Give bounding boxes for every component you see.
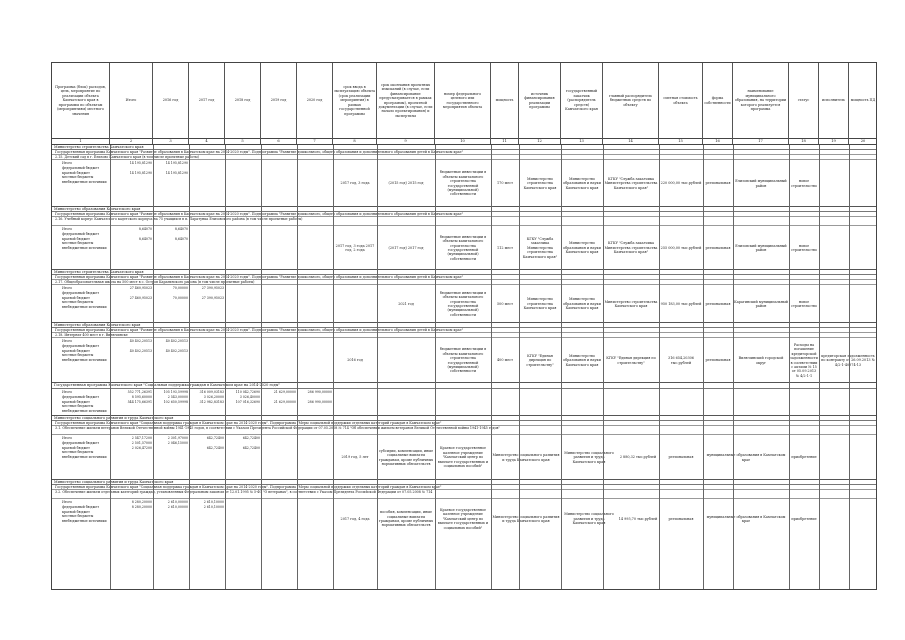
cost-cell: 14 995,70 тыс.рублей <box>618 516 658 521</box>
amount: 14 195,81290 <box>129 170 152 175</box>
manager-cell: Министерство образования и науки Камчатского края <box>563 176 601 190</box>
amount: 2 547,17200 <box>131 436 152 440</box>
amount-total <box>110 339 152 353</box>
type-cell: бюджетные инвестиции в объекты капитального строительства государственной (муниципальной) собственности <box>439 234 487 261</box>
amount-total <box>110 161 152 175</box>
amount-2016 <box>153 500 188 510</box>
amount: 2 610,00000 <box>167 504 188 509</box>
ownership-cell: региональная <box>705 245 731 250</box>
grid-line <box>297 145 298 589</box>
design-cell: (2015 год) 2015 год <box>388 181 424 186</box>
grid-line <box>225 145 226 589</box>
table-header <box>52 63 876 139</box>
cost-cell: 316 654,20306 тыс.рублей <box>668 356 694 365</box>
column-number: 6 <box>261 138 297 144</box>
customer-cell: Краевое государственное казенное учреждение "Камчатский центр по выплате государственных и социальных пособий" <box>437 446 489 469</box>
section-title: Министерство образования Камчатского края <box>52 323 876 328</box>
investment-table <box>51 62 877 590</box>
term-cell: 2017 год, 3 года <box>340 181 370 186</box>
finance-label: Итого <box>62 500 73 504</box>
grid-line <box>333 145 334 589</box>
item-title: 3.2. Обеспечение жильем отдельных категорий граждан, установленных Федеральным законом от 12.01.1995 № 5-ФЗ "О ветеранах", в соответствии с Указом Президента Российской Федерации от 07.05.2008 № 714 <box>52 490 876 499</box>
term-cell: 2019 год, 5 лет <box>341 455 369 460</box>
municipality-cell: Елизовский муниципальный район <box>735 243 787 252</box>
header-cell: 2016 год <box>153 63 189 138</box>
amount-2016 <box>153 390 188 404</box>
amount-2017 <box>189 286 224 300</box>
status-cell: новое строительство <box>791 299 817 308</box>
finance-label: краевой бюджет <box>62 348 90 353</box>
municipality-cell: Вилючинский городской округ <box>738 356 784 365</box>
design-cell: 2021 год <box>398 301 414 306</box>
amount: 8,64070 <box>138 227 152 231</box>
finance-label: местные бюджеты <box>62 404 94 409</box>
header-cell: номер федерального целевого или государственного мероприятия объекта <box>435 63 491 138</box>
program-title: Государственная программа Камчатского края "Развитие образования в Камчатском крае на 2014-2020 годы". Подпрограмма "Развитие дошкольного, общего образования и дополнительного образования детей в Камчатском крае" <box>52 212 876 217</box>
customer-cell: Министерство строительства Камчатского края <box>523 297 557 311</box>
manager-cell: Министерство социального развития и труда Камчатского края <box>492 453 560 462</box>
amount: 40 402,20513 <box>165 339 188 343</box>
amount: 286 990,00000 <box>307 399 332 404</box>
capacity-cell: 400 мест <box>497 358 513 363</box>
grid-line <box>789 145 790 589</box>
amount: 8 595,60000 <box>131 394 152 399</box>
builder-cell: Министерство социального развития и труда Камчатского края <box>564 450 614 464</box>
finance-labels <box>62 436 114 460</box>
status-cell: новое строительство <box>791 243 817 252</box>
type-cell: бюджетные инвестиции в объекты капитального строительства государственной (муниципальной) собственности <box>439 290 487 317</box>
builder-cell: КГКУ "Единая дирекция по строительству" <box>606 356 656 365</box>
amount: 2 610,00000 <box>167 500 188 504</box>
finance-label: местные бюджеты <box>62 300 94 305</box>
amount: 14 195,81290 <box>129 161 152 165</box>
header-cell: мощность <box>491 63 519 138</box>
capacity-cell: 500 мест <box>497 301 513 306</box>
finance-label: внебюджетные источники <box>62 409 107 414</box>
manager-cell: Министерство образования и науки Камчатского края <box>563 353 601 367</box>
amount: 27 390,95023 <box>201 295 224 300</box>
amount: 642,72400 <box>206 436 224 440</box>
finance-label: федеральный бюджет <box>62 231 99 236</box>
header-cell: 2017 год <box>189 63 225 138</box>
grid-line <box>849 145 850 589</box>
section-title: Министерство строительства Камчатского края <box>52 145 876 150</box>
ownership-cell: региональная <box>705 358 731 363</box>
finance-label: внебюджетные источники <box>62 358 107 363</box>
header-cell: 2020 год <box>297 63 333 138</box>
header-cell: срок окончания проектных изысканий (в случае, если финансирование предусматривается в рамках программы), проектной документации (в случае, если начало проектирования) и экспертизы <box>377 63 435 138</box>
manager-cell: Министерство образования и науки Камчатского края <box>563 241 601 255</box>
customer-cell: КГКУ "Единая дирекция по строительству" <box>526 353 554 367</box>
column-numbers-row <box>52 138 876 145</box>
amount-total <box>110 286 152 300</box>
section-title: Министерство социального развития и труда Камчатского края <box>52 480 876 485</box>
grid-line <box>261 145 262 589</box>
column-number: 9 <box>377 138 435 144</box>
ownership-cell: региональная <box>705 181 731 186</box>
amount: 3 026,20000 <box>203 394 224 399</box>
finance-labels <box>62 390 114 414</box>
summary-row <box>52 389 876 416</box>
finance-label: Итого <box>62 286 73 290</box>
amount: 70,00000 <box>172 295 188 300</box>
finance-label: краевой бюджет <box>62 170 90 175</box>
amount: 642,72400 <box>242 436 260 440</box>
amount-2016 <box>153 227 188 241</box>
amount: 552 771,26391 <box>127 390 152 394</box>
finance-label: краевой бюджет <box>62 399 90 404</box>
builder-cell: Министерство социального развития и труда Камчатского края <box>564 512 614 526</box>
program-title: Государственная программа Камчатского края "Развитие образования в Камчатском крае на 2014-2020 годы". Подпрограмма "Развитие дошкольного, общего образования и дополнительного образования детей в Камчатском крае" <box>52 328 876 333</box>
program-title: Государственная программа Камчатского края "Развитие образования в Камчатском крае на 2014-2020 годы". Подпрограмма "Развитие дошкольного, общего образования и дополнительного образования детей в Камчатском крае" <box>52 275 876 280</box>
program-title: Государственная программа Камчатского края "Социальная поддержка граждан в Камчатском крае на 2014-2020 годы". Подпрограмма "Меры социальной поддержки отдельных категорий граждан в Камчатском крае" <box>52 485 876 490</box>
column-number: 3 <box>153 138 189 144</box>
section-title: Министерство строительства Камчатского края <box>52 270 876 275</box>
builder-cell: КГКУ "Служба заказчика Министерства строительства Камчатского края" <box>604 176 658 190</box>
section-title: Министерство образования Камчатского края <box>52 207 876 212</box>
design-cell: (2017 год) 2017 год <box>388 245 424 250</box>
amount: 312 982,83183 <box>199 399 224 404</box>
amount-2020 <box>297 390 332 404</box>
section-title: Государственная программа Камчатского края "Социальная поддержка граждан в Камчатском крае на 2014-2020 годы" <box>52 383 876 389</box>
builder-cell: Министерство строительства Камчатского края <box>604 299 658 308</box>
type-cell: пособия, компенсации, иные социальные выплаты гражданам, кроме публичных нормативных обязательств <box>378 510 434 528</box>
column-number: 14 <box>603 138 659 144</box>
column-number: 8 <box>333 138 377 144</box>
table-row <box>52 499 876 590</box>
ownership-cell: региональная <box>668 516 694 521</box>
amount-total <box>110 227 152 241</box>
finance-label: местные бюджеты <box>62 450 94 455</box>
column-number: 17 <box>733 138 789 144</box>
amount: 110 042,72690 <box>235 390 260 394</box>
ownership-cell: региональная <box>668 455 694 460</box>
item-title: 2.16. Учебный корпус Камчатского кадетского корпуса на 75 учащихся в п. Паратунка Елизовского района (в том числе проектные работы) <box>52 217 876 226</box>
amount-2017 <box>189 390 224 404</box>
finance-label: федеральный бюджет <box>62 343 99 348</box>
finance-labels <box>62 286 114 310</box>
amount: 2 543,00000 <box>167 394 188 399</box>
finance-label: краевой бюджет <box>62 509 90 514</box>
finance-labels <box>62 500 114 524</box>
amount: 40 402,20513 <box>129 348 152 353</box>
amount-2016 <box>153 436 188 446</box>
amount: 105 193,59998 <box>163 390 188 394</box>
term-cell: 2017 год, 4 года <box>340 516 370 521</box>
header-cell: источник финансирования реализации программы <box>519 63 561 138</box>
table-row <box>52 285 876 323</box>
cost-cell: 220 000,00 тыс.рублей <box>660 181 702 186</box>
amount: 2 026,47200 <box>131 445 152 450</box>
status-cell: приобретение <box>791 455 817 460</box>
amount-2019 <box>261 390 296 404</box>
finance-labels <box>62 339 114 363</box>
amount-2016 <box>153 286 188 300</box>
finance-label: краевой бюджет <box>62 236 90 241</box>
manager-cell: Министерство образования и науки Камчатского края <box>563 297 601 311</box>
amount: 8,64070 <box>174 227 188 231</box>
column-number: 10 <box>435 138 491 144</box>
amount: 21 629,00000 <box>273 399 296 404</box>
amount: 70,00000 <box>172 286 188 290</box>
column-number: 7 <box>297 138 333 144</box>
amount: 14 195,81290 <box>165 170 188 175</box>
column-number: 12 <box>519 138 561 144</box>
amount: 2 046,15000 <box>167 440 188 445</box>
finance-label: местные бюджеты <box>62 353 94 358</box>
grid-line <box>189 145 190 589</box>
amount: 14 195,81290 <box>165 161 188 165</box>
header-cell: статус <box>789 63 819 138</box>
amount: 40 402,20513 <box>129 339 152 343</box>
amount: 8 280,20000 <box>131 500 152 504</box>
finance-label: краевой бюджет <box>62 295 90 300</box>
builder-cell: КГКУ "Служба заказчика Министерства строительства Камчатского края" <box>604 241 658 255</box>
program-title: Государственная программа Камчатского края "Социальная поддержка граждан в Камчатском крае на 2014-2020 годы". Подпрограмма "Меры социальной поддержки отдельных категорий граждан в Камчатском крае" <box>52 421 876 426</box>
amount: 27 390,95023 <box>201 286 224 290</box>
item-title: 2.18. Интернат 400 мест в г. Вилючинске <box>52 333 876 338</box>
finance-label: внебюджетные источники <box>62 455 107 460</box>
header-cell: наименование муниципального образования, на территории которого реализуется программа <box>733 63 789 138</box>
header-cell: 2019 год <box>261 63 297 138</box>
amount: 27 460,95023 <box>129 286 152 290</box>
finance-label: Итого <box>62 161 73 165</box>
term-cell: 2016 год <box>347 358 363 363</box>
amount-2017 <box>189 500 224 510</box>
amount: 21 629,00000 <box>273 390 296 394</box>
finance-label: Итого <box>62 390 73 394</box>
header-cell: Программа (блок) расходов, цель, мероприятие по реализации объекта Камчатского края в программы по объектам (мероприятиям) местного значения <box>52 63 110 138</box>
finance-label: внебюджетные источники <box>62 246 107 251</box>
header-cell: Итого <box>110 63 153 138</box>
finance-label: федеральный бюджет <box>62 440 99 445</box>
amount-2018 <box>225 390 260 404</box>
finance-label: федеральный бюджет <box>62 290 99 295</box>
amount: 8,64070 <box>174 236 188 241</box>
grid-line <box>491 145 492 589</box>
cost-cell: 2 880,32 тыс.рублей <box>619 455 657 460</box>
amount-2016 <box>153 339 188 353</box>
column-number: 1 <box>52 138 110 144</box>
ownership-cell: региональная <box>705 301 731 306</box>
grid-line <box>519 145 520 589</box>
table-row <box>52 435 876 480</box>
finance-label: местные бюджеты <box>62 175 94 180</box>
amount: 544 175,66391 <box>127 399 152 404</box>
type-cell: бюджетные инвестиции в объекты капитального строительства государственной (муниципальной) собственности <box>439 170 487 197</box>
grid-line <box>377 145 378 589</box>
finance-label: федеральный бюджет <box>62 165 99 170</box>
amount: 3 026,40000 <box>239 394 260 399</box>
column-number: 4 <box>189 138 225 144</box>
customer-cell: Министерство строительства Камчатского края <box>523 176 557 190</box>
section-title: Министерство социального развития и труда Камчатского края <box>52 416 876 421</box>
amount: 2 610,10000 <box>203 500 224 504</box>
amount: 102 650,59998 <box>163 399 188 404</box>
table-row <box>52 226 876 270</box>
amount-2016 <box>153 161 188 175</box>
customer-cell: Краевое государственное казенное учреждение "Камчатский центр по выплате государственных и социальных пособий" <box>437 507 489 530</box>
column-number: 11 <box>491 138 519 144</box>
capacity-cell: 170 мест <box>497 181 513 186</box>
customer-cell: КГКУ "Служба заказчика Министерства строительства Камчатского края" <box>522 236 558 259</box>
amount: 8,64070 <box>138 236 152 241</box>
program-title: Государственная программа Камчатского края "Развитие образования в Камчатском крае на 2014-2020 годы". Подпрограмма "Развитие дошкольного, общего образования и дополнительного образования детей в Камчатском крае" <box>52 150 876 155</box>
municipality-cell: Карагинский муниципальный район <box>734 299 788 308</box>
finance-label: местные бюджеты <box>62 241 94 246</box>
finance-labels <box>62 161 114 185</box>
grid-line <box>659 145 660 589</box>
type-cell: субсидии, компенсации, иные социальные выплаты гражданам, кроме публичных нормативных обязательств <box>378 448 434 466</box>
item-title: 2.17. Общеобразовательная школа на 500 мест в с. Остров Карагинского района (в том числе проектные работы) <box>52 280 876 285</box>
status-cell: новое строительство <box>791 179 817 188</box>
column-number: 2 <box>110 138 153 144</box>
finance-label: Итого <box>62 436 73 440</box>
item-title: 3.1. Обеспечение жильем ветеранов Великой Отечественной войны 1941-1945 годов, в соответствии с Указом Президента Российской Федерации от 07.05.2008 № 714 "Об обеспечении жильем ветеранов Великой Отечественной войны 1941-1945 годов" <box>52 426 876 435</box>
column-number: 16 <box>703 138 733 144</box>
header-cell: государственный заказчик (распорядитель средств) Камчатского края <box>561 63 603 138</box>
amount: 2 501,57000 <box>131 440 152 445</box>
amount: 2 301,97000 <box>167 436 188 440</box>
finance-label: местные бюджеты <box>62 514 94 519</box>
column-number: 5 <box>225 138 261 144</box>
type-cell: бюджетные инвестиции в объекты капитального строительства государственной (муниципальной) собственности <box>439 347 487 374</box>
header-cell: сметная стоимость объекта <box>659 63 703 138</box>
note-cell: кредиторская задолженность по контракту от 26.09.2013 № 4/2-1-40374-13 <box>821 353 875 367</box>
amount: 642,72400 <box>242 445 260 450</box>
column-number: 18 <box>789 138 819 144</box>
amount: 27 460,95023 <box>129 295 152 300</box>
header-cell: срок ввода в эксплуатацию объекта (срок реализации мероприятия) в рамках государственной программы <box>333 63 377 138</box>
column-number: 15 <box>659 138 703 144</box>
table-row <box>52 160 876 207</box>
amount-total <box>110 436 152 450</box>
grid-line <box>733 145 734 589</box>
amount: 2 610,10000 <box>203 504 224 509</box>
finance-label: краевой бюджет <box>62 445 90 450</box>
finance-label: внебюджетные источники <box>62 180 107 185</box>
municipality-cell: муниципальные образования в Камчатском крае <box>706 453 786 462</box>
grid-line <box>819 145 820 589</box>
grid-line <box>153 145 154 589</box>
amount-total <box>110 500 152 510</box>
finance-label: внебюджетные источники <box>62 305 107 310</box>
manager-cell: Министерство социального развития и труда Камчатского края <box>492 514 560 523</box>
header-cell: 2018 год <box>225 63 261 138</box>
cost-cell: 950 183,00 тыс.рублей <box>660 301 702 306</box>
table-row <box>52 338 876 383</box>
finance-label: федеральный бюджет <box>62 504 99 509</box>
finance-label: Итого <box>62 227 73 231</box>
grid-line <box>110 145 111 589</box>
finance-label: федеральный бюджет <box>62 394 99 399</box>
item-title: 2.15. Детский сад в г. Елизово Камчатского края (в том числе проектные работы) <box>52 155 876 160</box>
header-cell: главный распорядитель бюджетных средств по объекту <box>603 63 659 138</box>
finance-label: внебюджетные источники <box>62 519 107 524</box>
column-number: 20 <box>860 139 866 143</box>
municipality-cell: Елизовский муниципальный район <box>735 179 787 188</box>
amount: 286 990,00000 <box>307 390 332 394</box>
column-number: 13 <box>561 138 603 144</box>
grid-line <box>603 145 604 589</box>
amount: 107 016,32690 <box>235 399 260 404</box>
term-cell: 2017 год, 3 года 2017 год, 2 года <box>335 243 375 252</box>
header-cell: форма собственности <box>703 63 733 138</box>
header-cell: мощность ПД <box>850 98 876 103</box>
amount: 316 009,03183 <box>199 390 224 394</box>
amount-2017 <box>189 436 224 450</box>
cost-cell: 255 000,00 тыс.рублей <box>660 245 702 250</box>
finance-labels <box>62 227 114 251</box>
status-cell: Расходы на погашение кредиторской задолженности в соответствии с актами № 15 от 05.09.2013 № 4/2-1-1 <box>790 342 818 378</box>
column-number: 19 <box>819 138 849 144</box>
amount: 40 402,20513 <box>165 348 188 353</box>
capacity-cell: 112 мест <box>497 245 513 250</box>
amount-total <box>110 390 152 404</box>
municipality-cell: муниципальные образования в Камчатском крае <box>706 514 786 523</box>
grid-line <box>435 145 436 589</box>
finance-label: Итого <box>62 339 73 343</box>
status-cell: приобретение <box>791 516 817 521</box>
amount: 642,72400 <box>206 445 224 450</box>
grid-line <box>703 145 704 589</box>
grid-line <box>561 145 562 589</box>
amount-2018 <box>225 436 260 450</box>
header-cell: исполнитель <box>819 63 849 138</box>
amount: 8 280,20000 <box>131 504 152 509</box>
